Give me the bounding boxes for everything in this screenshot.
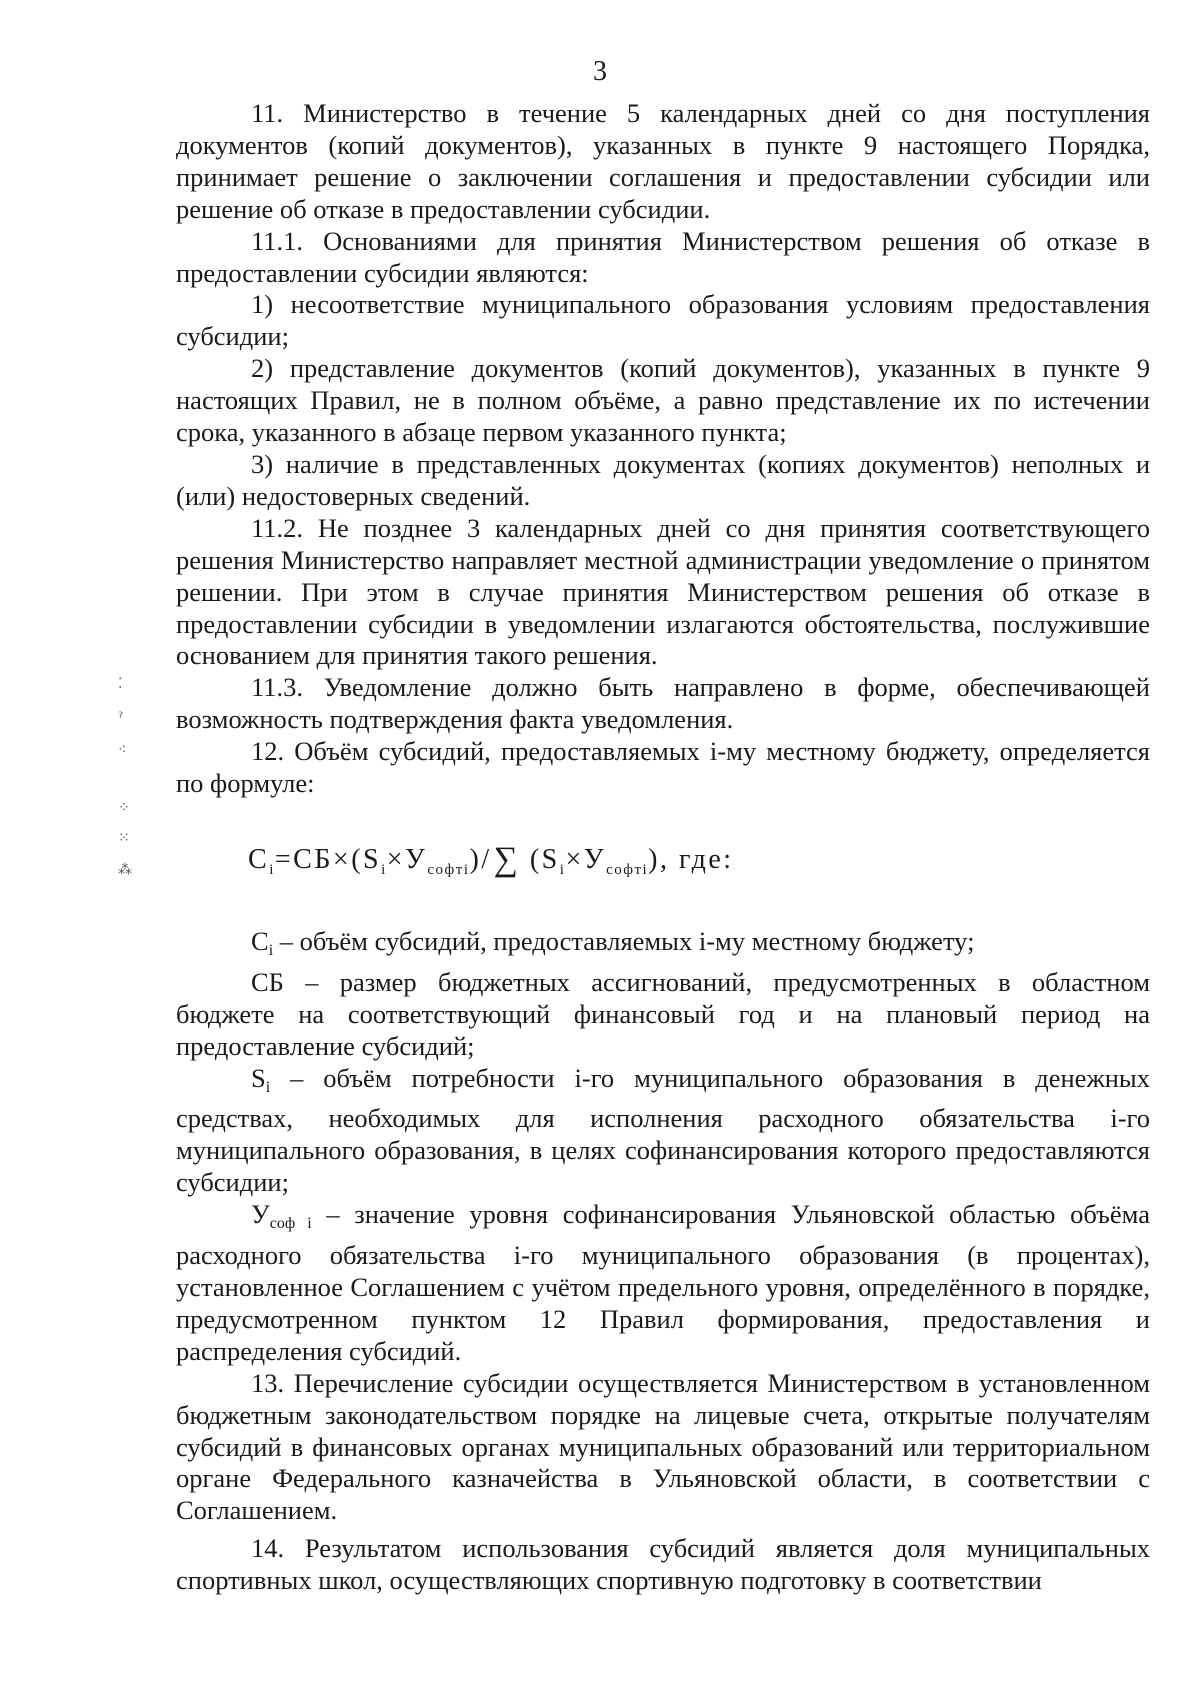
paragraph-13: 13. Перечисление субсидии осуществляется Министерством в установленном бюджетным законодательством порядке на лицевые счета, открытые получателям субсидий в финансовых органах муниципальных образований или территориальном органе Федерального казначейства в Ульяновской области, в соответствии с Соглашением.	[176, 1367, 1150, 1526]
formula-s-sub: i	[381, 861, 387, 878]
paragraph-11-1-item-2: 2) представление документов (копий документов), указанных в пункте 9 настоящих Правил, не в полном объёме, а равно представление их по истечении срока, указанного в абзаце первом указанного пункта;	[176, 353, 1150, 448]
def-c-text: – объём субсидий, предоставляемых i-му местному бюджету;	[273, 925, 975, 956]
page-number: 3	[593, 56, 607, 87]
def-c-symbol: С	[251, 925, 269, 956]
def-s-text: – объём потребности i-го муниципального образования в денежных средствах, необходимых для исполнения расходного обязательства i-го муниципального образования, в целях софинансирования которого предоставляются субсидии;	[176, 1062, 1150, 1198]
formula-div: )/	[469, 843, 492, 875]
paragraph-11-1: 11.1. Основаниями для принятия Министерством решения об отказе в предоставлении субсидии являются:	[176, 225, 1150, 288]
formula-open: (S	[529, 843, 560, 875]
formula-s-sub-2: i	[559, 861, 566, 878]
paragraph-11-3: 11.3. Уведомление должно быть направлено в форме, обеспечивающей возможность подтверждения факта уведомления.	[176, 672, 1150, 735]
sum-symbol: ∑	[493, 840, 518, 878]
def-s-symbol: S	[251, 1062, 266, 1093]
formula-lhs-sub: i	[269, 861, 275, 878]
margin-mark: ⁚	[118, 676, 123, 692]
definition-sb: СБ – размер бюджетных ассигнований, предусмотренных в областном бюджете на соответствующий финансовый год и на плановый период на предоставление субсидий;	[176, 966, 1150, 1061]
def-y-sub: соф i	[269, 1215, 312, 1233]
margin-mark: ˀ	[118, 710, 124, 726]
def-s-sub: i	[265, 1078, 271, 1096]
definition-s	[176, 1063, 1150, 1200]
paragraph-11: 11. Министерство в течение 5 календарных дней со дня поступления документов (копий документов), указанных в пункте 9 настоящего Порядка, принимает решение о заключении соглашения и предоставлении субсидии или решение об отказе в предоставлении субсидии.	[176, 98, 1150, 224]
margin-mark: ⁙	[118, 830, 130, 846]
paragraph-11-2: 11.2. Не позднее 3 календарных дней со дня принятия соответствующего решения Министерство направляет местной администрации уведомление о принятом решении. При этом в случае принятия Министерством решения об отказе в предоставлении субсидии в уведомлении излагаются обстоятельства, послужившие основанием для принятия такого решения.	[176, 512, 1150, 671]
formula-y-sub: софтi	[427, 861, 470, 878]
margin-mark: ⁖	[118, 742, 127, 758]
paragraph-14: 14. Результатом использования субсидий является доля муниципальных спортивных школ, осуществляющих спортивную подготовку в соответствии	[176, 1533, 1150, 1596]
def-y-symbol: У	[251, 1199, 270, 1230]
document-body	[176, 98, 1150, 1597]
formula-times-y-2: ×У	[565, 843, 607, 875]
formula-tail: ), где:	[648, 843, 734, 875]
formula-y-sub-2: софтi	[606, 861, 649, 878]
margin-mark: ⁘	[118, 800, 130, 816]
paragraph-11-1-item-1: 1) несоответствие муниципального образования условиям предоставления субсидии;	[176, 289, 1150, 352]
def-c-sub: i	[268, 941, 274, 959]
paragraph-11-1-item-3: 3) наличие в представленных документах (копиях документов) неполных и (или) недостоверных сведений.	[176, 448, 1150, 511]
formula-times-y: ×У	[386, 843, 428, 875]
subsidy-formula	[176, 840, 1150, 890]
formula-eq: =СБ×(S	[274, 843, 382, 875]
paragraph-12: 12. Объём субсидий, предоставляемых i-му местному бюджету, определяется по формуле:	[176, 736, 1150, 799]
def-y-text: – значение уровня софинансирования Ульяновской областью объёма расходного обязательства i-го муниципального образования (в процентах), установленное Соглашением с учётом предельного уровня, определённого в порядке, предусмотренном пунктом 12 Правил формирования, предоставления и распределения субсидий.	[176, 1199, 1150, 1366]
margin-mark: ⁂	[118, 862, 132, 878]
definition-y	[176, 1199, 1150, 1368]
formula-lhs: С	[248, 843, 270, 875]
definition-c	[176, 926, 1150, 967]
